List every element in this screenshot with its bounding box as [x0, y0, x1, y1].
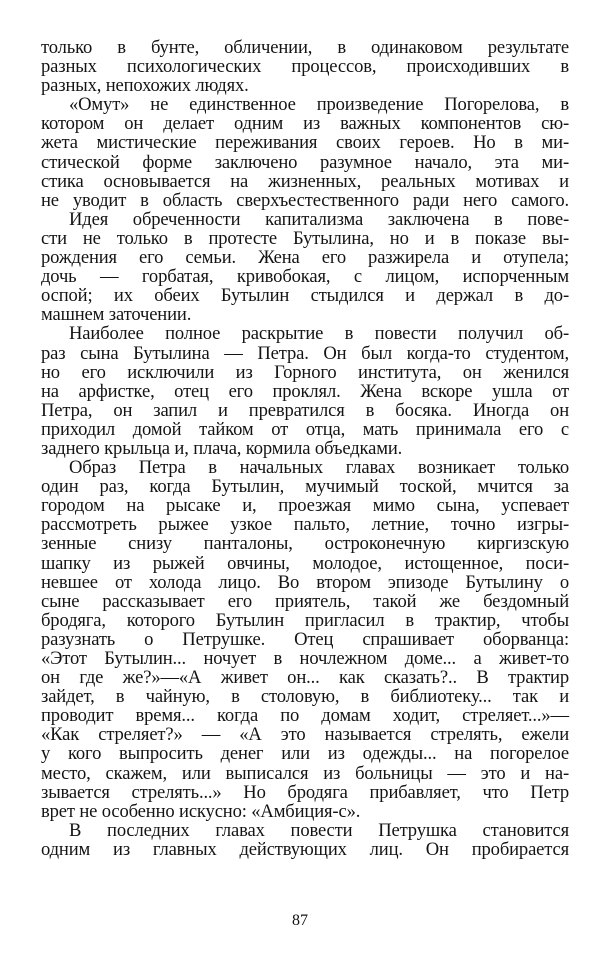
- text-line: сти не только в протесте Бутылина, но и в показе вы-: [41, 227, 569, 249]
- text-line-paragraph-start: «Омут» не единственное произведение Погорелова, в: [69, 94, 569, 116]
- text-line: приходил домой тайком от отца, мать принимала его с: [41, 418, 569, 440]
- text-line: котором он делает одним из важных компонентов сю-: [41, 113, 569, 135]
- text-line: у кого выпросить денег или из одежды... на погорелое: [41, 743, 569, 765]
- text-line: оспой; их обеих Бутылин стыдился и держал в до-: [41, 285, 569, 307]
- text-line: заднего крыльца и, плача, кормила объедками.: [41, 437, 403, 459]
- text-line: разных, непохожих людях.: [41, 75, 249, 97]
- text-line: только в бунте, обличении, в одинаковом результате: [41, 37, 569, 58]
- text-line: стической форме заключено разумное начало, эта ми-: [41, 151, 569, 173]
- text-line: бродяга, которого Бутылин пригласил в трактир, чтобы: [41, 609, 569, 631]
- text-line: «Этот Бутылин... ночует в ночлежном доме... а живет-то: [41, 648, 569, 669]
- text-line: разузнать о Петрушке. Отец спрашивает оборванца:: [41, 628, 569, 650]
- text-line: городом на рысаке и, проезжая мимо сына, успевает: [41, 495, 569, 517]
- page-number: 87: [292, 912, 308, 929]
- page-body-text: [41, 38, 569, 859]
- text-line: одним из главных действующих лиц. Он пробирается: [41, 838, 569, 860]
- text-line: проводит время... когда по домам ходит, стреляет...»—: [41, 705, 569, 727]
- text-line-paragraph-start: В последних главах повести Петрушка становится: [69, 819, 569, 841]
- text-line: но его исключили из Горного института, он женился: [41, 361, 569, 383]
- text-line: зывается стрелять...» Но бродяга прибавляет, что Петр: [41, 781, 569, 803]
- text-line: жета мистические переживания своих героев. Но в ми-: [41, 132, 569, 154]
- text-line: Петра, он запил и превратился в босяка. Иногда он: [41, 399, 569, 421]
- text-line: зайдет, в чайную, в столовую, в библиотеку... так и: [41, 686, 569, 708]
- text-line: зенные снизу панталоны, остроконечную киргизскую: [41, 533, 569, 555]
- text-line: рождения его семьи. Жена его разжирела и отупела;: [41, 247, 569, 269]
- text-line: врет не особенно искусно: «Амбиция-с».: [41, 800, 361, 822]
- text-line: на арфистке, отец его проклял. Жена вскоре ушла от: [41, 380, 569, 402]
- text-line: один раз, когда Бутылин, мучимый тоской, мчится за: [41, 476, 569, 498]
- text-line: «Как стреляет?» — «А это называется стрелять, ежели: [41, 724, 569, 746]
- text-line: дочь — горбатая, кривобокая, с лицом, испорченным: [41, 266, 569, 288]
- text-line: разных психологических процессов, происходивших в: [41, 56, 569, 78]
- text-line-paragraph-start: Идея обреченности капитализма заключена в пове-: [69, 208, 569, 230]
- text-line: не уводит в область сверхъестественного ради него самого.: [41, 189, 569, 211]
- text-line: рассмотреть рыжее узкое пальто, летние, точно изгры-: [41, 514, 569, 536]
- text-line-paragraph-start: Образ Петра в начальных главах возникает только: [69, 457, 569, 479]
- text-line: невшее от холода лицо. Во втором эпизоде Бутылину о: [41, 571, 569, 593]
- text-line: место, скажем, или выписался из больницы — это и на-: [41, 762, 569, 784]
- text-line: шапку из рыжей овчины, молодое, истощенное, поси-: [41, 552, 569, 574]
- text-line: раз сына Бутылина — Петра. Он был когда-то студентом,: [41, 342, 569, 364]
- text-line: машнем заточении.: [41, 304, 192, 326]
- text-line: стика основывается на жизненных, реальных мотивах и: [41, 170, 569, 192]
- text-line: сыне рассказывает его приятель, такой же бездомный: [41, 590, 569, 612]
- text-line: он где же?»—«А живет он... как сказать?.. В трактир: [41, 667, 569, 689]
- text-line-paragraph-start: Наиболее полное раскрытие в повести получил об-: [69, 323, 569, 345]
